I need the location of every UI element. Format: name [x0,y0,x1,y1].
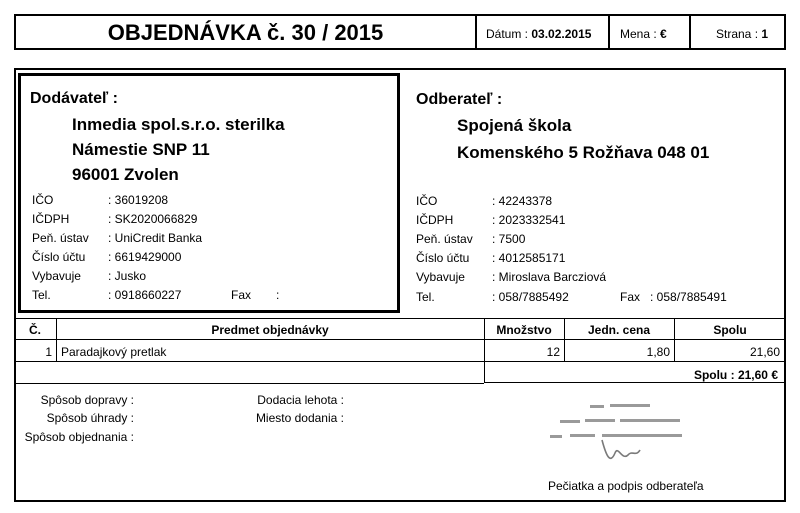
supplier-heading: Dodávateľ : [30,90,118,107]
customer-tel-label: Tel. [416,290,435,304]
supplier-ico-label: IČO [32,193,54,207]
customer-name: Spojená škola [457,116,572,135]
currency-field [620,27,667,41]
payment-label: Spôsob úhrady : [46,411,134,425]
sum-value: 21,60 € [737,368,778,382]
customer-heading: Odberateľ : [416,91,503,108]
date-value: 03.02.2015 [531,27,592,41]
sum-field [600,368,778,382]
supplier-icdph-label: IČDPH [32,212,70,226]
table-row-line [14,361,786,362]
customer-ico-value: : 42243378 [492,194,553,208]
col-header-item: Predmet objednávky [211,323,329,337]
date-field [486,27,591,41]
customer-account-label: Číslo účtu [416,251,470,265]
row-qty: 12 [546,345,560,359]
table-top-line [14,318,786,319]
sum-label: Spolu : [693,368,735,382]
supplier-account-label: Číslo účtu [32,250,86,264]
col-header-total: Spolu [713,323,747,337]
customer-handler-label: Vybavuje [416,270,465,284]
col-header-no: Č. [29,323,41,337]
date-label: Dátum : [486,27,529,41]
page-label: Strana : [716,27,759,41]
page-value: 1 [761,27,769,41]
transport-label: Spôsob dopravy : [40,393,134,407]
stamp-label: Pečiatka a podpis odberateľa [548,479,704,493]
supplier-name: Inmedia spol.s.r.o. sterilka [72,115,285,134]
order-method-label: Spôsob objednania : [24,430,134,444]
customer-street: Komenského 5 Rožňava 048 01 [457,143,710,162]
row-total: 21,60 [749,345,780,359]
customer-icdph-value: : 2023332541 [492,213,566,227]
currency-value: € [660,27,667,41]
supplier-ico-value: : 36019208 [108,193,169,207]
customer-fax-label: Fax [620,290,641,304]
supplier-fax-label: Fax [231,288,252,302]
supplier-icdph-value: : SK2020066829 [108,212,198,226]
supplier-bank-value: : UniCredit Banka [108,231,203,245]
customer-account-value: : 4012585171 [492,251,566,265]
delivery-time-label: Dodacia lehota : [257,393,344,407]
col-header-qty: Množstvo [496,323,552,337]
table-bottom-line [14,383,484,384]
supplier-fax-value: : [276,288,280,302]
supplier-street: Námestie SNP 11 [72,140,210,159]
delivery-place-label: Miesto dodania : [255,411,344,425]
stamp-mark [540,395,740,470]
page-field [716,27,768,41]
customer-icdph-label: IČDPH [416,213,454,227]
customer-tel-value: : 058/7885492 [492,290,569,304]
customer-handler-value: : Miroslava Barcziová [492,270,607,284]
supplier-tel-label: Tel. [32,288,51,302]
row-no: 1 [45,345,52,359]
supplier-account-value: : 6619429000 [108,250,182,264]
col-header-unit-price: Jedn. cena [587,323,651,337]
supplier-bank-label: Peň. ústav [32,231,89,245]
customer-bank-value: : 7500 [492,232,526,246]
supplier-handler-label: Vybavuje [32,269,81,283]
customer-bank-label: Peň. ústav [416,232,473,246]
currency-label: Mena : [620,27,657,41]
table-sum-line [484,382,786,383]
supplier-city: 96001 Zvolen [72,165,179,184]
document-title: OBJEDNÁVKA č. 30 / 2015 [107,20,384,45]
customer-fax-value: : 058/7885491 [650,290,727,304]
supplier-tel-value: : 0918660227 [108,288,182,302]
customer-ico-label: IČO [416,194,438,208]
table-row [14,339,786,361]
supplier-handler-value: : Jusko [108,269,147,283]
row-unit-price: 1,80 [646,345,670,359]
row-item: Paradajkový pretlak [61,345,167,359]
